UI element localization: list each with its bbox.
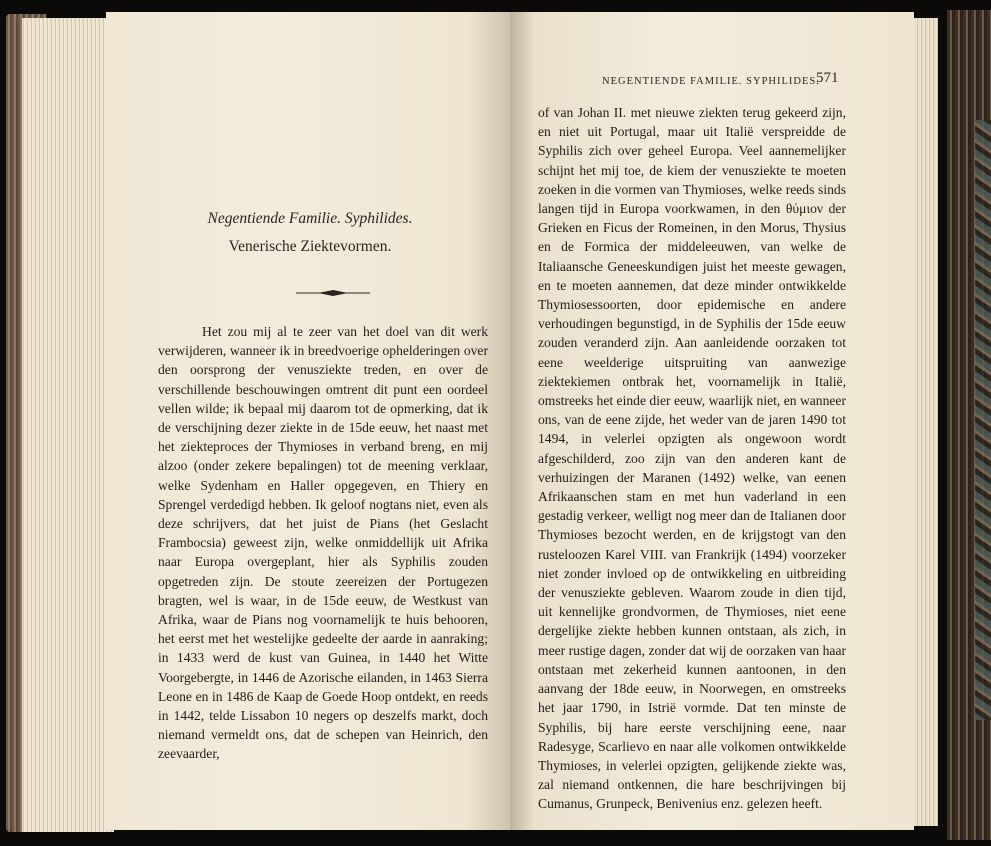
marbled-cover: [975, 120, 991, 720]
page-number: 571: [816, 70, 839, 86]
page-stack-left: [22, 18, 114, 832]
chapter-subtitle: Venerische Ziektevormen.: [228, 238, 392, 255]
chapter-title: Negentiende Familie. Syphilides.: [207, 210, 413, 227]
ornament-rule: [296, 288, 370, 298]
left-page-body: Het zou mij al te zeer van het doel van dit werk verwijderen, wanneer ik in breedvoerige ophelderingen over den oorsprong der venusziekte treden, en over de verschillende beschouwingen omtrent dit punt een oordeel vellen wilde; ik bepaal mij daarom tot de opmerking, dat ik de verschijning dezer ziekte in de 15de eeuw, het naast met het ziekteproces der Thymioses in verband breng, en mij alzoo (onder zekere bepalingen) tot de meening verklaar, welke Sydenham en Haller opgegeven, en Thiery en Sprengel verdedigd hebben. Ik geloof nogtans niet, even als deze schrijvers, dat het juist de Pians (het Geslacht Frambocsia) geweest zijn, welke onmiddellijk uit Afrika naar Europa overgeplant, hier als Syphilis zouden opgetreden zijn. De stoute zeereizen der Portugezen bragten, wel is waar, in de 15de eeuw, de Westkust van Afrika, waar de Pians nog voornamelijk te huis behooren, het eerst met het westelijke gedeelte der aarde in aanraking; in 1433 werd de kust van Guinea, in 1440 het Witte Voorgebergte, in 1446 de Azorische eilanden, in 1463 Sierra Leone en in 1486 de Kaap de Goede Hoop ontdekt, en reeds in 1442, telde Lissabon 10 negers op deszelfs markt, doch niemand vermeldt ons, dat de schepen van Heinrich, den zeevaarder,: [158, 324, 488, 762]
running-header: NEGENTIENDE FAMILIE. SYPHILIDES.: [602, 76, 820, 87]
right-page-body: of van Johan II. met nieuwe ziekten terug gekeerd zijn, en niet uit Portugal, maar uit Italië verspreidde de Syphilis zich over geheel Europa. Veel aannemelijker schijnt het mij toe, de kiem der venusziekte te moeten zoeken in die vormen van Thymioses, welke reeds sinds langen tijd in Europa voorkwamen, in den θύμιον der Grieken en Ficus der Romeinen, in den Morus, Thysius en de Formica der middeleeuwen, van welke de Italiaansche Geneeskundigen juist het meeste gewagen, en te moeten aannemen, dat deze minder ontwikkelde Thymiosessoorten, door epidemische en andere verhoudingen begunstigd, in de Syphilis der 15de eeuw zouden veranderd zijn. Aan aanleidende oorzaken tot eene weelderige uitspruiting van aanwezige ziektekiemen ontbrak het, voornamelijk in Italië, omstreeks het einde dier eeuw, waarlijk niet, en wanneer ons, van de eene zijde, het weder van de jaren 1490 tot 1494, in velerlei opzigten als ongewoon wordt afgeschilderd, zoo zijn van den anderen kant de verhuizingen der Maranen (1492) welke, van eenen Afrikaanschen stam en met hun vaderland in een gestadig verkeer, welligt nog meer dan de Italianen door Thymioses bezocht werden, en de krijgstogt van den rusteloozen Karel VIII. van Frankrijk (1494) voorzeker niet zonder invloed op de ontwikkeling en uitbreiding der venusziekte gebleven. Waarom zoude in dien tijd, uit kennelijke grondvormen, de Thymioses, niet eene dergelijke ziekte hebben kunnen ontstaan, als zich, in meer rustige dagen, zonder dat wij de oorzaken van haar ontstaan met zekerheid kunnen aantoonen, in den aanvang der 18de eeuw, in Noorwegen, en omstreeks het jaar 1790, in Istrië vormde. Dat ten minste de Syphilis, bij hare eerste verschijning eene, naar Radesyge, Scarlievo en naar alle volkomen ontwikkelde Thymioses, in velerlei opzigten, gelijkende ziekte was, zal niemand ontkennen, die hare beschrijvingen bij Cumanus, Grunpeck, Benivenius enz. gelezen heeft.: [538, 105, 846, 812]
